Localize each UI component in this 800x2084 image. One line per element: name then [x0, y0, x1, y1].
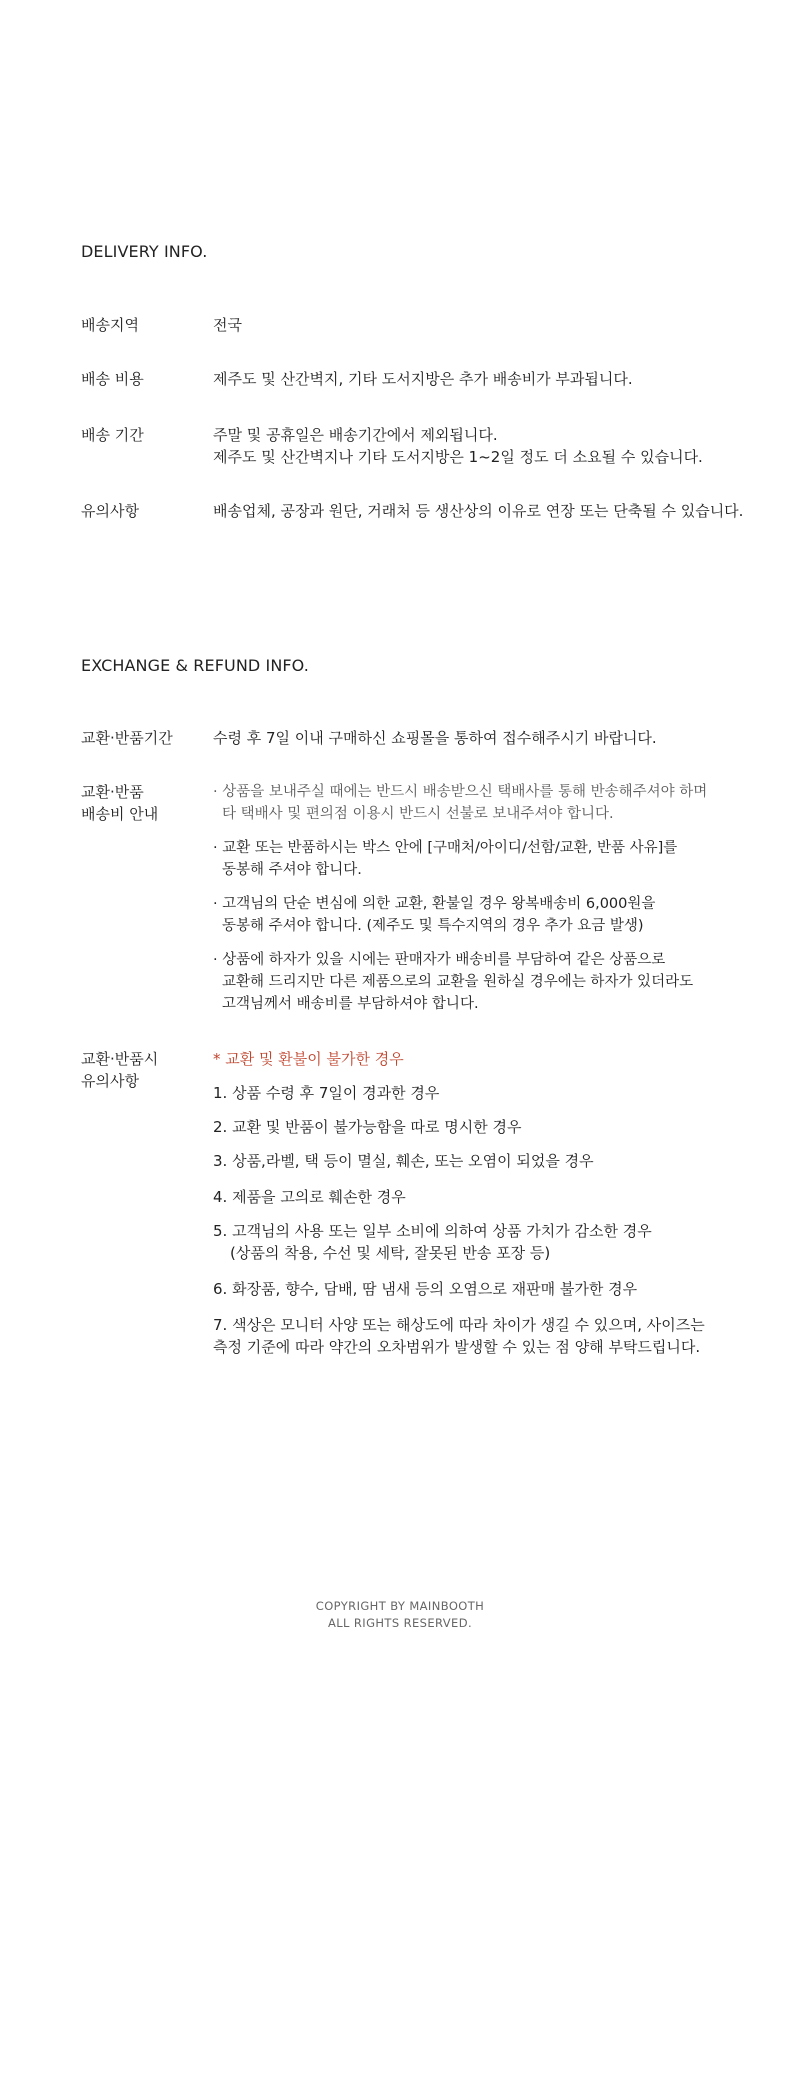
exchange-title: EXCHANGE & REFUND INFO. — [81, 656, 309, 675]
copyright-line: COPYRIGHT BY MAINBOOTH — [315, 1599, 485, 1613]
rights-line: ALL RIGHTS RESERVED. — [327, 1616, 473, 1630]
delivery-cost-label: 배송 비용 — [81, 370, 144, 388]
exchange-shipping-label: 교환·반품 배송비 안내 — [81, 783, 159, 823]
notes-item-2: 2. 교환 및 반품이 불가능함을 따로 명시한 경우 — [213, 1118, 522, 1136]
delivery-notice-value: 배송업체, 공장과 원단, 거래처 등 생산상의 이유로 연장 또는 단축될 수 있습니다. — [213, 502, 744, 520]
delivery-cost-value: 제주도 및 산간벽지, 기타 도서지방은 추가 배송비가 부과됩니다. — [213, 370, 633, 388]
delivery-region-value: 전국 — [213, 316, 242, 334]
shipping-bullet-1: · 상품을 보내주실 때에는 반드시 배송받으신 택배사를 통해 반송해주셔야 하며 타 택배사 및 편의점 이용시 반드시 선불로 보내주셔야 합니다. — [213, 784, 708, 822]
notes-item-4: 4. 제품을 고의로 훼손한 경우 — [213, 1188, 406, 1206]
copyright-footer — [0, 1598, 800, 1632]
exchange-notes-label: 교환·반품시 유의사항 — [81, 1050, 159, 1090]
delivery-notice-label: 유의사항 — [81, 502, 139, 520]
notes-item-6: 6. 화장품, 향수, 담배, 땀 냄새 등의 오염으로 재판매 불가한 경우 — [213, 1280, 638, 1298]
notes-item-1: 1. 상품 수령 후 7일이 경과한 경우 — [213, 1084, 440, 1102]
delivery-period-label: 배송 기간 — [81, 426, 144, 444]
non-refundable-warning: * 교환 및 환불이 불가한 경우 — [213, 1050, 404, 1068]
notes-item-3: 3. 상품,라벨, 택 등이 멸실, 훼손, 또는 오염이 되었을 경우 — [213, 1152, 594, 1170]
delivery-region-label: 배송지역 — [81, 316, 139, 334]
shipping-bullet-3: · 고객님의 단순 변심에 의한 교환, 환불일 경우 왕복배송비 6,000원을 동봉해 주셔야 합니다. (제주도 및 특수지역의 경우 추가 요금 발생) — [213, 896, 656, 934]
shipping-bullet-2: · 교환 또는 반품하시는 박스 안에 [구매처/아이디/선함/교환, 반품 사유]를 동봉해 주셔야 합니다. — [213, 840, 678, 878]
shipping-bullet-4: · 상품에 하자가 있을 시에는 판매자가 배송비를 부담하여 같은 상품으로 교환해 드리지만 다른 제품으로의 교환을 원하실 경우에는 하자가 있더라도 고객님께서 배송비를 부담하셔야 합니다. — [213, 952, 694, 1012]
exchange-period-value: 수령 후 7일 이내 구매하신 쇼핑몰을 통하여 접수해주시기 바랍니다. — [213, 729, 657, 747]
exchange-period-label: 교환·반품기간 — [81, 729, 173, 747]
notes-item-5: 5. 고객님의 사용 또는 일부 소비에 의하여 상품 가치가 감소한 경우 (상품의 착용, 수선 및 세탁, 잘못된 반송 포장 등) — [213, 1222, 652, 1262]
delivery-title: DELIVERY INFO. — [81, 242, 208, 261]
delivery-period-value: 주말 및 공휴일은 배송기간에서 제외됩니다. 제주도 및 산간벽지나 기타 도서지방은 1~2일 정도 더 소요될 수 있습니다. — [213, 426, 703, 466]
notes-item-7: 7. 색상은 모니터 사양 또는 해상도에 따라 차이가 생길 수 있으며, 사이즈는 측정 기준에 따라 약간의 오차범위가 발생할 수 있는 점 양해 부탁드립니다. — [213, 1316, 705, 1356]
